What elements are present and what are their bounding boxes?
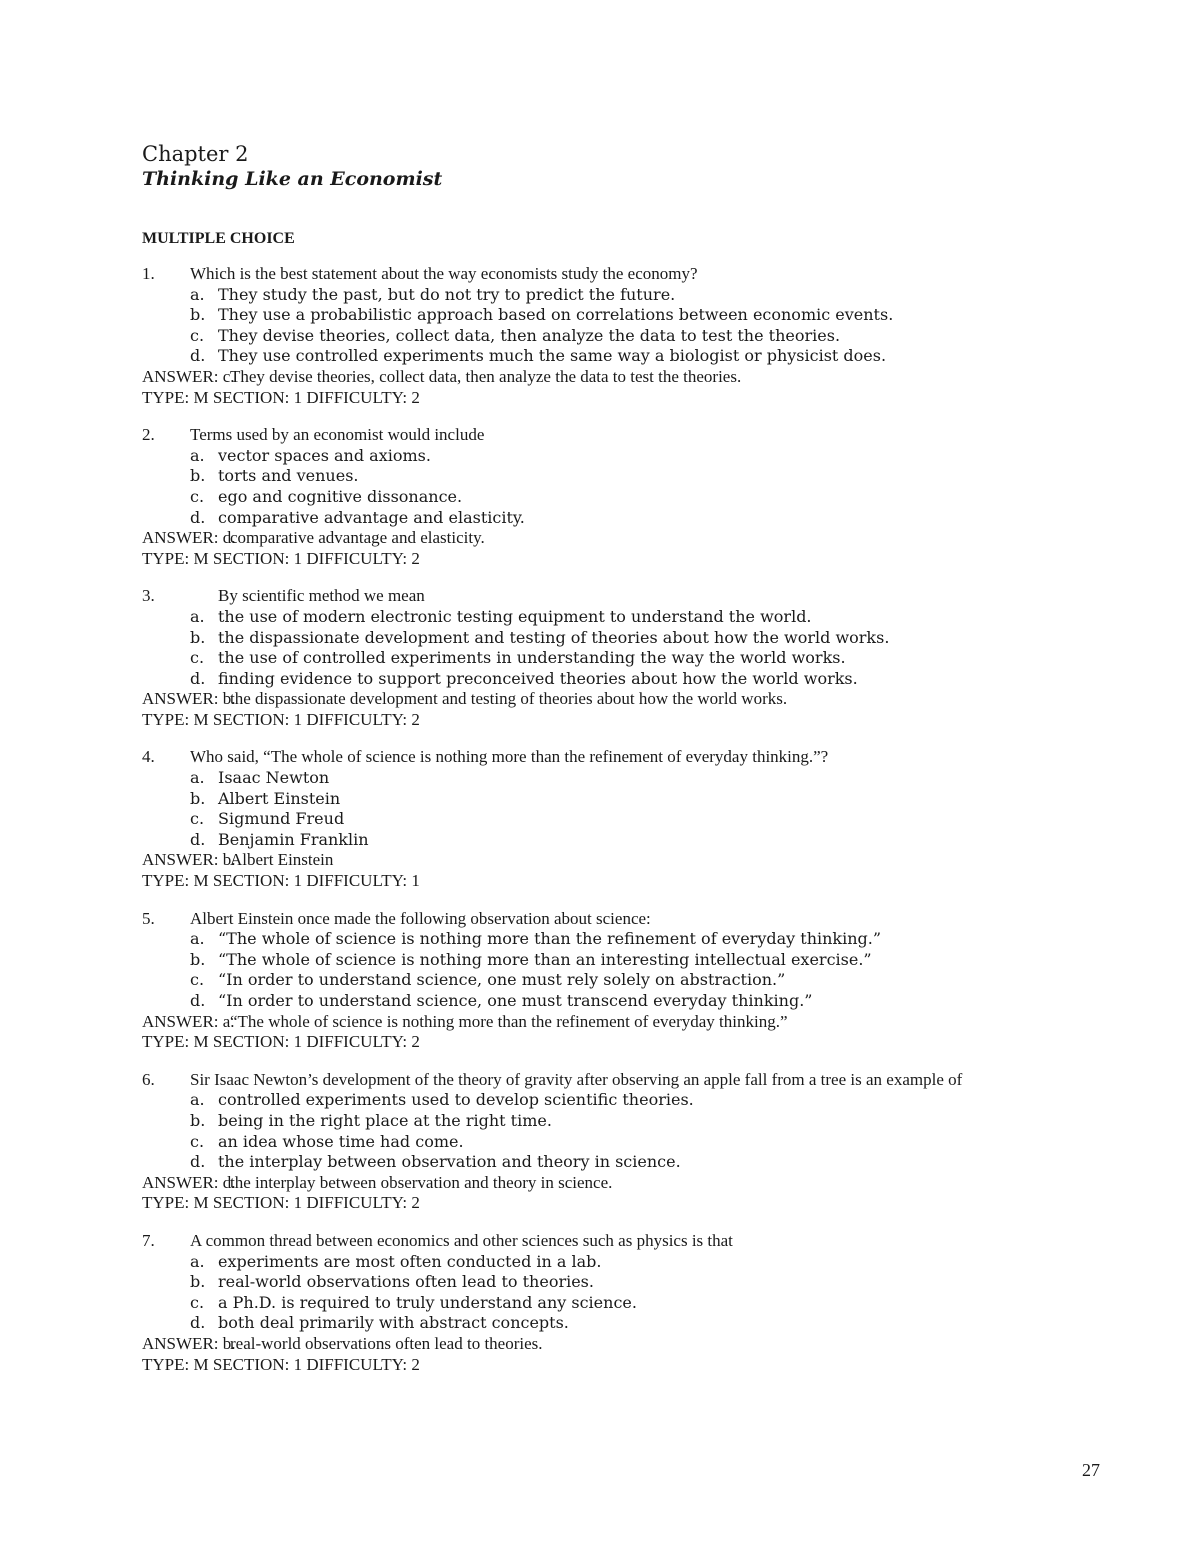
option-item xyxy=(142,809,1102,830)
option-list xyxy=(142,1090,1102,1172)
option-text: real-world observations often lead to theories. xyxy=(218,1272,594,1292)
option-item xyxy=(142,929,1102,950)
option-text: They devise theories, collect data, then analyze the data to test the theories. xyxy=(218,325,841,345)
option-letter: d. xyxy=(190,346,206,366)
option-text: They use a probabilistic approach based on correlations between economic events. xyxy=(218,305,894,325)
question-stem xyxy=(142,425,1102,446)
question-item xyxy=(142,1231,1102,1375)
option-text: Sigmund Freud xyxy=(218,809,345,829)
question-stem xyxy=(142,1231,1102,1252)
question-item xyxy=(142,1070,1102,1214)
question-item xyxy=(142,909,1102,1053)
question-item xyxy=(142,747,1102,891)
question-item xyxy=(142,425,1102,569)
option-item xyxy=(142,1272,1102,1293)
question-meta: TYPE: M SECTION: 1 DIFFICULTY: 2 xyxy=(142,709,420,729)
option-item xyxy=(142,346,1102,367)
option-text: controlled experiments used to develop scientific theories. xyxy=(218,1090,694,1110)
question-meta: TYPE: M SECTION: 1 DIFFICULTY: 2 xyxy=(142,1354,420,1374)
option-list xyxy=(142,929,1102,1011)
option-list xyxy=(142,768,1102,850)
question-text: Albert Einstein once made the following observation about science: xyxy=(190,908,651,928)
option-letter: c. xyxy=(190,1292,205,1312)
option-letter: d. xyxy=(190,668,206,688)
chapter-title: Thinking Like an Economist xyxy=(142,168,443,190)
option-item xyxy=(142,508,1102,529)
option-letter: d. xyxy=(190,991,206,1010)
option-item xyxy=(142,1252,1102,1273)
option-text: Benjamin Franklin xyxy=(218,829,369,849)
question-stem xyxy=(142,586,1102,607)
option-item xyxy=(142,830,1102,851)
question-list xyxy=(142,264,1102,1392)
option-text: being in the right place at the right time. xyxy=(218,1110,552,1130)
option-list xyxy=(142,285,1102,367)
option-letter: b. xyxy=(190,305,206,325)
answer-text: “The whole of science is nothing more than the refinement of everyday thinking.” xyxy=(230,1011,788,1031)
option-letter: c. xyxy=(190,486,205,506)
question-number: 7. xyxy=(142,1230,155,1250)
option-letter: b. xyxy=(190,627,206,647)
option-item xyxy=(142,991,1102,1012)
question-meta: TYPE: M SECTION: 1 DIFFICULTY: 1 xyxy=(142,871,420,891)
option-text: “In order to understand science, one must transcend everyday thinking.” xyxy=(218,991,813,1010)
question-meta: TYPE: M SECTION: 1 DIFFICULTY: 2 xyxy=(142,1193,420,1213)
answer-text: comparative advantage and elasticity. xyxy=(230,528,485,548)
option-item xyxy=(142,305,1102,326)
question-stem xyxy=(142,747,1102,768)
option-letter: b. xyxy=(190,1110,206,1130)
option-text: comparative advantage and elasticity. xyxy=(218,507,525,527)
option-letter: d. xyxy=(190,829,206,849)
option-letter: a. xyxy=(190,768,205,788)
option-item xyxy=(142,1152,1102,1173)
question-number: 6. xyxy=(142,1069,155,1089)
answer-label: ANSWER: b. xyxy=(142,1333,236,1353)
option-text: finding evidence to support preconceived theories about how the world works. xyxy=(218,668,858,688)
option-letter: c. xyxy=(190,809,205,829)
option-text: an idea whose time had come. xyxy=(218,1131,464,1151)
option-letter: b. xyxy=(190,1272,206,1292)
question-stem xyxy=(142,909,1102,930)
question-stem xyxy=(142,264,1102,285)
option-item xyxy=(142,1132,1102,1153)
question-item xyxy=(142,264,1102,408)
question-stem xyxy=(142,1070,1102,1091)
option-item xyxy=(142,648,1102,669)
option-item xyxy=(142,446,1102,467)
question-number: 4. xyxy=(142,747,155,767)
option-text: both deal primarily with abstract concepts. xyxy=(218,1313,569,1333)
answer-text: Albert Einstein xyxy=(230,850,334,870)
option-item xyxy=(142,326,1102,347)
option-item xyxy=(142,950,1102,971)
option-item xyxy=(142,628,1102,649)
option-text: vector spaces and axioms. xyxy=(218,445,431,465)
answer-label: ANSWER: d. xyxy=(142,528,236,548)
option-item xyxy=(142,768,1102,789)
option-letter: a. xyxy=(190,1251,205,1271)
answer-line xyxy=(142,689,1102,710)
option-list xyxy=(142,1252,1102,1334)
section-heading: MULTIPLE CHOICE xyxy=(142,230,295,247)
option-list xyxy=(142,607,1102,689)
option-letter: a. xyxy=(190,1090,205,1110)
option-text: the use of controlled experiments in understanding the way the world works. xyxy=(218,648,846,668)
option-text: They study the past, but do not try to predict the future. xyxy=(218,284,676,304)
option-letter: c. xyxy=(190,1131,205,1151)
option-letter: c. xyxy=(190,648,205,668)
option-item xyxy=(142,1090,1102,1111)
question-text: Which is the best statement about the way economists study the economy? xyxy=(190,264,698,283)
option-text: the use of modern electronic testing equipment to understand the world. xyxy=(218,606,812,626)
answer-label: ANSWER: b. xyxy=(142,689,236,709)
question-number: 3. xyxy=(142,586,155,606)
option-letter: a. xyxy=(190,445,205,465)
answer-label: ANSWER: d. xyxy=(142,1172,236,1192)
option-item xyxy=(142,970,1102,991)
page-number: 27 xyxy=(1082,1460,1100,1480)
question-number: 1. xyxy=(142,264,155,283)
option-letter: b. xyxy=(190,949,206,969)
option-text: ego and cognitive dissonance. xyxy=(218,486,463,506)
option-letter: a. xyxy=(190,284,205,304)
question-meta: TYPE: M SECTION: 1 DIFFICULTY: 2 xyxy=(142,548,420,568)
option-letter: b. xyxy=(190,788,206,808)
option-letter: a. xyxy=(190,929,205,949)
answer-line xyxy=(142,1334,1102,1355)
answer-text: real-world observations often lead to theories. xyxy=(230,1333,543,1353)
answer-line xyxy=(142,850,1102,871)
option-text: the dispassionate development and testing of theories about how the world works. xyxy=(218,627,890,647)
option-item xyxy=(142,1111,1102,1132)
answer-label: ANSWER: b. xyxy=(142,850,236,870)
answer-text: the dispassionate development and testing of theories about how the world works. xyxy=(230,689,788,709)
option-item xyxy=(142,789,1102,810)
question-text: Sir Isaac Newton’s development of the theory of gravity after observing an apple fall from a tree is an example of xyxy=(190,1069,963,1089)
question-text: By scientific method we mean xyxy=(218,586,425,606)
option-item xyxy=(142,1293,1102,1314)
question-number: 5. xyxy=(142,908,155,928)
answer-line xyxy=(142,1173,1102,1194)
answer-label: ANSWER: c. xyxy=(142,366,235,386)
option-text: Isaac Newton xyxy=(218,768,330,788)
option-item xyxy=(142,607,1102,628)
option-text: They use controlled experiments much the same way a biologist or physicist does. xyxy=(218,346,887,366)
option-text: torts and venues. xyxy=(218,466,359,486)
option-letter: c. xyxy=(190,325,205,345)
question-item xyxy=(142,586,1102,730)
answer-text: the interplay between observation and theory in science. xyxy=(230,1172,613,1192)
question-text: Who said, “The whole of science is nothing more than the refinement of everyday thinking.”? xyxy=(190,747,829,767)
option-letter: d. xyxy=(190,507,206,527)
answer-line xyxy=(142,367,1102,388)
answer-line xyxy=(142,528,1102,549)
option-letter: d. xyxy=(190,1152,206,1172)
answer-line xyxy=(142,1012,1102,1033)
option-text: the interplay between observation and theory in science. xyxy=(218,1152,681,1172)
option-text: “In order to understand science, one must rely solely on abstraction.” xyxy=(218,970,786,990)
question-text: Terms used by an economist would include xyxy=(190,425,485,445)
option-text: Albert Einstein xyxy=(218,788,341,808)
option-item xyxy=(142,466,1102,487)
option-letter: c. xyxy=(190,970,205,990)
option-letter: d. xyxy=(190,1313,206,1333)
question-meta: TYPE: M SECTION: 1 DIFFICULTY: 2 xyxy=(142,387,420,407)
option-text: “The whole of science is nothing more than an interesting intellectual exercise.” xyxy=(218,949,872,969)
option-item xyxy=(142,285,1102,306)
question-meta: TYPE: M SECTION: 1 DIFFICULTY: 2 xyxy=(142,1032,420,1052)
option-item xyxy=(142,487,1102,508)
option-text: a Ph.D. is required to truly understand any science. xyxy=(218,1292,637,1312)
option-letter: a. xyxy=(190,606,205,626)
option-letter: b. xyxy=(190,466,206,486)
option-item xyxy=(142,669,1102,690)
question-text: A common thread between economics and other sciences such as physics is that xyxy=(190,1230,733,1250)
answer-text: They devise theories, collect data, then analyze the data to test the theories. xyxy=(230,366,742,386)
option-item xyxy=(142,1313,1102,1334)
option-text: “The whole of science is nothing more than the refinement of everyday thinking.” xyxy=(218,929,882,949)
answer-label: ANSWER: a. xyxy=(142,1011,235,1031)
question-number: 2. xyxy=(142,425,155,445)
option-text: experiments are most often conducted in a lab. xyxy=(218,1251,602,1271)
chapter-number: Chapter 2 xyxy=(142,142,249,166)
option-list xyxy=(142,446,1102,528)
